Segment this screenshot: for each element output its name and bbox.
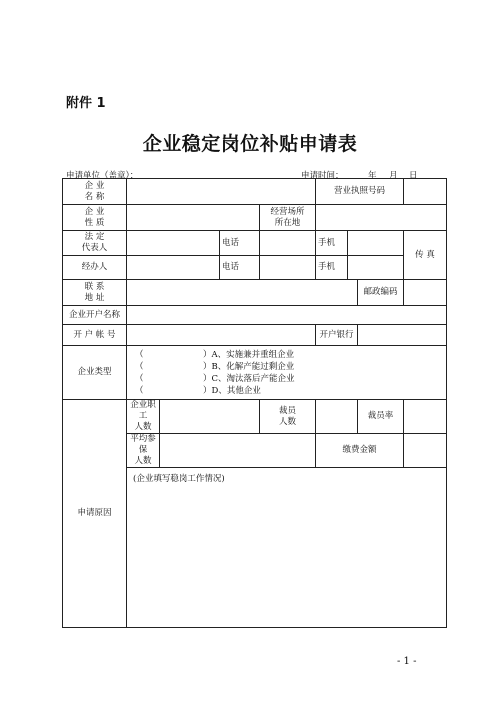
enterprise-name-label: 企 业 名 称 — [63, 179, 127, 205]
bank-field[interactable] — [358, 325, 447, 346]
layoff-count-label: 裁员 人数 — [260, 400, 316, 434]
enterprise-nature-field[interactable] — [127, 205, 260, 231]
form-title: 企业稳定岗位补贴申请表 — [142, 133, 358, 155]
type-option-b[interactable]: （ ）B、化解产能过剩企业 — [135, 361, 295, 372]
table-row — [63, 346, 447, 400]
handler-phone-label: 电话 — [220, 256, 260, 280]
legal-rep-label: 法 定 代表人 — [63, 231, 127, 256]
reason-note-field[interactable] — [127, 468, 447, 628]
checkbox-paren-d[interactable]: （ — [135, 385, 144, 396]
type-option-c[interactable]: （ ）C、淘汰落后产能企业 — [135, 373, 295, 384]
staff-count-field[interactable] — [160, 400, 260, 434]
postcode-label: 邮政编码 — [358, 280, 404, 306]
business-site-field[interactable] — [316, 205, 447, 231]
month-label: 月 — [389, 171, 398, 181]
enterprise-type-options — [127, 346, 447, 400]
application-time-label: 申请时间： — [301, 171, 344, 181]
page-number: - 1 - — [397, 656, 417, 667]
business-site-label: 经营场所 所在地 — [260, 205, 316, 231]
business-license-label: 营业执照号码 — [316, 179, 404, 205]
table-row — [63, 325, 447, 346]
attachment-label: 附件 1 — [66, 96, 106, 111]
handler-label: 经办人 — [63, 256, 127, 280]
handler-field[interactable] — [127, 256, 220, 280]
legal-rep-field[interactable] — [127, 231, 220, 256]
contact-address-field[interactable] — [127, 280, 358, 306]
table-row — [63, 280, 447, 306]
postcode-field[interactable] — [404, 280, 447, 306]
table-row — [63, 306, 447, 325]
layoff-rate-field[interactable] — [404, 400, 447, 434]
legal-rep-phone-field[interactable] — [260, 231, 316, 256]
layoff-count-field[interactable] — [316, 400, 358, 434]
application-reason-label: 申请原因 — [63, 400, 127, 628]
enterprise-type-label: 企业类型 — [63, 346, 127, 400]
fax-label: 传 真 — [404, 231, 447, 280]
fee-amount-field[interactable] — [404, 434, 447, 468]
staff-count-label: 企业职工 人数 — [127, 400, 160, 434]
fee-amount-label: 缴费金额 — [316, 434, 404, 468]
bank-label: 开户银行 — [316, 325, 358, 346]
checkbox-paren-b[interactable]: （ — [135, 361, 144, 372]
applicant-unit-label: 申请单位（盖章）： — [66, 171, 139, 181]
type-option-d[interactable]: （ ）D、其他企业 — [135, 385, 261, 396]
reason-note-hint: (企业填写稳岗工作情况) — [133, 474, 225, 484]
account-number-field[interactable] — [127, 325, 316, 346]
account-name-field[interactable] — [127, 306, 447, 325]
handler-phone-field[interactable] — [260, 256, 316, 280]
legal-rep-mobile-field[interactable] — [348, 231, 404, 256]
handler-mobile-field[interactable] — [348, 256, 404, 280]
handler-mobile-label: 手机 — [316, 256, 348, 280]
year-label: 年 — [368, 171, 377, 181]
type-option-a[interactable]: （ ）A、实施兼并重组企业 — [135, 349, 295, 360]
table-row — [63, 205, 447, 231]
account-number-label: 开 户 帐 号 — [63, 325, 127, 346]
account-name-label: 企业开户名称 — [63, 306, 127, 325]
enterprise-nature-label: 企 业 性 质 — [63, 205, 127, 231]
legal-rep-mobile-label: 手机 — [316, 231, 348, 256]
checkbox-paren-c[interactable]: （ — [135, 373, 144, 384]
checkbox-paren-a[interactable]: （ — [135, 349, 144, 360]
layoff-rate-label: 裁员率 — [358, 400, 404, 434]
business-license-field[interactable] — [404, 179, 447, 205]
table-row — [63, 256, 447, 280]
insured-count-label: 平均参保 人数 — [127, 434, 160, 468]
day-label: 日 — [409, 171, 418, 181]
table-row — [63, 231, 447, 256]
table-row — [63, 179, 447, 205]
table-row — [63, 400, 447, 434]
application-form-table — [62, 178, 447, 628]
legal-rep-phone-label: 电话 — [220, 231, 260, 256]
enterprise-name-field[interactable] — [127, 179, 316, 205]
contact-address-label: 联 系 地 址 — [63, 280, 127, 306]
insured-count-field[interactable] — [160, 434, 316, 468]
